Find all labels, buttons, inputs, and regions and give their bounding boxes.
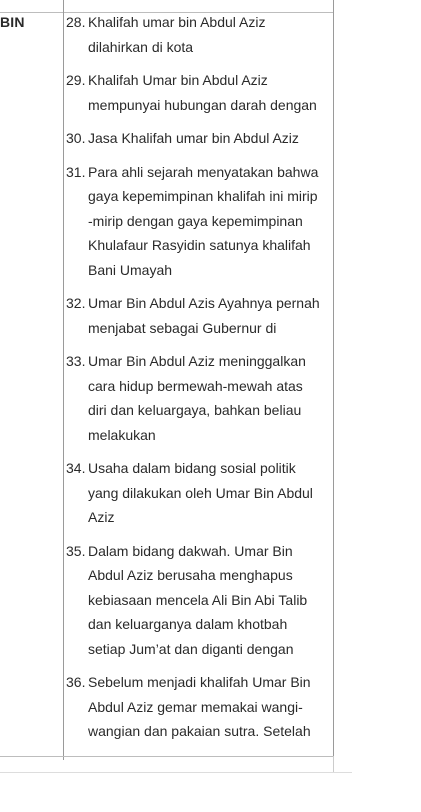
question-text — [88, 10, 332, 59]
question-text-line: Abdul Aziz gemar memakai wangi- — [88, 698, 303, 715]
question-text-line: menjabat sebagai Gubernur di — [88, 319, 277, 336]
question-text-line: Sebelum menjadi khalifah Umar Bin — [88, 674, 311, 690]
question-item — [66, 670, 332, 744]
question-text — [88, 126, 332, 151]
question-text-line: Khalifah Umar bin Abdul Aziz — [88, 72, 268, 88]
question-text — [88, 456, 332, 530]
question-text-line: cara hidup bermewah-mewah atas — [88, 377, 303, 394]
question-text-line: Dalam bidang dakwah. Umar Bin — [88, 542, 293, 559]
question-text — [88, 670, 332, 744]
question-text-line: Usaha dalam bidang sosial politik — [88, 460, 296, 476]
page-bottom-shadow — [0, 772, 352, 773]
question-item — [66, 291, 332, 340]
bottom-border — [0, 756, 334, 757]
left-column-label: BIN — [0, 14, 25, 30]
question-text — [88, 349, 332, 447]
question-item — [66, 456, 332, 530]
question-text-line: -mirip dengan gaya kepemimpinan — [88, 212, 303, 229]
question-text-line: Aziz — [88, 509, 115, 525]
question-number: 34. — [66, 460, 86, 476]
question-number: 29. — [66, 72, 86, 88]
question-number: 36. — [66, 674, 86, 690]
question-item — [66, 10, 332, 59]
question-text-line: Khalifah umar bin Abdul Aziz — [88, 14, 266, 30]
question-text-line: Jasa Khalifah umar bin Abdul Aziz — [88, 130, 299, 146]
right-border-tail — [333, 756, 334, 772]
question-list — [66, 10, 332, 753]
question-text-line: kebiasaan mencela Ali Bin Abi Talib — [88, 591, 308, 608]
question-text-line: yang dilakukan oleh Umar Bin Abdul — [88, 484, 313, 501]
question-text — [88, 291, 332, 340]
question-text-line: dan keluarganya dalam khotbah — [88, 616, 288, 632]
question-item — [66, 160, 332, 283]
question-text-line: Khulafaur Rasyidin satunya khalifah — [88, 237, 311, 253]
question-text-line: mempunyai hubungan darah dengan — [88, 96, 317, 113]
column-divider — [63, 0, 64, 760]
question-item — [66, 126, 332, 151]
question-number: 32. — [66, 295, 86, 311]
question-text — [88, 539, 332, 662]
question-text-line: dilahirkan di kota — [88, 38, 194, 55]
question-number: 28. — [66, 14, 86, 30]
question-item — [66, 349, 332, 447]
question-text-line: Para ahli sejarah menyatakan bahwa — [88, 163, 319, 180]
question-item — [66, 68, 332, 117]
question-text-line: diri dan keluargaya, bahkan beliau — [88, 402, 302, 418]
question-text — [88, 68, 332, 117]
question-text-line: Umar Bin Abdul Aziz meninggalkan — [88, 353, 306, 369]
question-item — [66, 539, 332, 662]
question-text — [88, 160, 332, 283]
question-text-line: Bani Umayah — [88, 261, 173, 278]
question-number: 30. — [66, 130, 86, 146]
question-text-line: Abdul Aziz berusaha menghapus — [88, 567, 293, 583]
question-text-line: wangian dan pakaian sutra. Setelah — [88, 723, 311, 739]
question-number: 33. — [66, 353, 86, 369]
right-border — [333, 0, 334, 760]
question-number: 35. — [66, 542, 86, 559]
question-text-line: melakukan — [88, 426, 156, 443]
question-text-line: setiap Jum’at dan diganti dengan — [88, 640, 294, 657]
question-text-line: Umar Bin Abdul Azis Ayahnya pernah — [88, 295, 320, 311]
question-text-line: gaya kepemimpinan khalifah ini mirip — [88, 188, 318, 204]
question-number: 31. — [66, 163, 86, 180]
